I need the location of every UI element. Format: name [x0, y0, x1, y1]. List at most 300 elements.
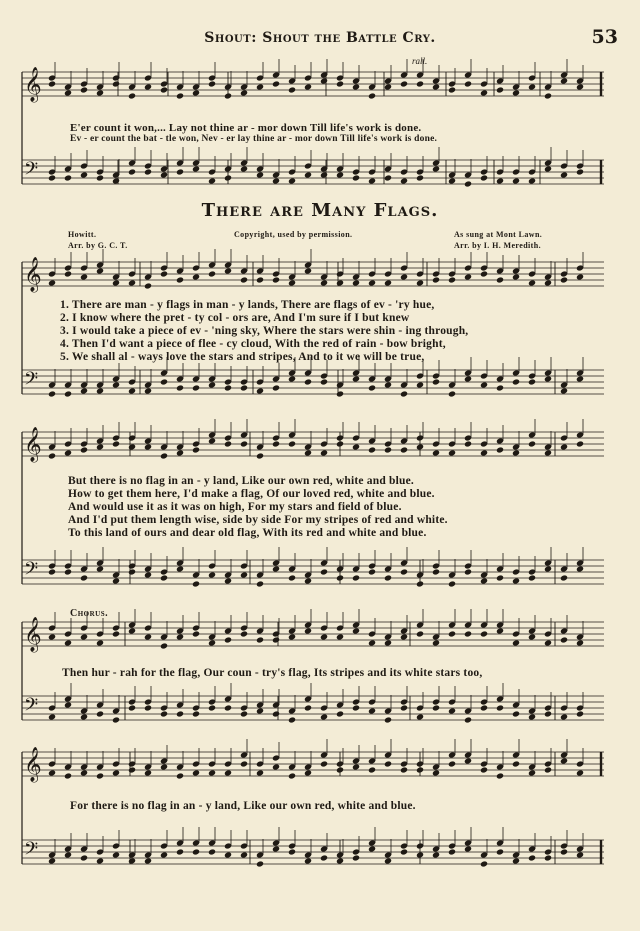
- final-system-treble-note: [96, 772, 104, 779]
- final-system-treble-note: [176, 772, 184, 779]
- prev-system-bass-note: [320, 171, 328, 178]
- prev-system-treble-note: [112, 80, 120, 87]
- final-system-bass-note: [288, 848, 296, 855]
- system-1-bass-note: [48, 390, 56, 397]
- final-system-treble-note: [544, 766, 552, 773]
- final-system-treble-note: [48, 769, 56, 776]
- system-2-treble-note: [576, 440, 584, 447]
- prev-system-bass-note: [48, 174, 56, 181]
- chorus-system-treble-note: [320, 633, 328, 640]
- prev-system-bass-note: [64, 174, 72, 181]
- final-system-bass-note: [448, 848, 456, 855]
- prev-system-bass-note: [512, 177, 520, 184]
- system-1-treble-note: [352, 279, 360, 286]
- final-system-treble-note: [304, 769, 312, 776]
- system-1-bass-note: [576, 375, 584, 382]
- prev-system-treble-note: [176, 92, 184, 99]
- final-system-bass-note: [368, 845, 376, 852]
- system-1-treble-note: [160, 270, 168, 277]
- verse-4-line-2: And I'd put them length wise, side by side For my stripes of red and white.: [68, 514, 448, 526]
- author-credit: Howitt.: [68, 230, 97, 239]
- system-1-bass-note: [416, 381, 424, 388]
- system-1-bass-note: [256, 387, 264, 394]
- chorus-system-bass-note: [144, 704, 152, 711]
- final-system-treble-note: [256, 769, 264, 776]
- prev-system-bass-note: [336, 171, 344, 178]
- system-2-bass-note: [112, 577, 120, 584]
- system-2-treble-clef-icon: 𝄞: [24, 427, 42, 462]
- verse-2-line-1: 2. I know where the pret - ty col - ors are, And I'm sure if I but knew: [60, 312, 410, 324]
- prev-system-treble-note: [208, 80, 216, 87]
- system-2-bass-note: [160, 574, 168, 581]
- final-system-bass-note: [560, 848, 568, 855]
- prev-system-treble-note: [448, 86, 456, 93]
- prev-system-bass-note: [480, 174, 488, 181]
- system-2-treble-note: [128, 443, 136, 450]
- chorus-system-treble-note: [432, 639, 440, 646]
- chorus-system-bass-note: [448, 707, 456, 714]
- chorus-system-bass-note: [528, 713, 536, 720]
- prev-system-bass-note: [448, 177, 456, 184]
- prev-system-treble-note: [64, 89, 72, 96]
- system-1-treble-note: [544, 279, 552, 286]
- system-1-treble-note: [384, 279, 392, 286]
- final-system-treble-note: [320, 760, 328, 767]
- prev-system-bass-note: [80, 171, 88, 178]
- final-system-bass-note: [512, 857, 520, 864]
- final-system-treble-note: [160, 763, 168, 770]
- final-system-bass-note: [416, 851, 424, 858]
- final-system-bass-note: [112, 851, 120, 858]
- system-2-bass-note: [64, 568, 72, 575]
- system-2-bass-note: [512, 577, 520, 584]
- chorus-system-bass-note: [288, 716, 296, 723]
- chorus-system-bass-note: [432, 704, 440, 711]
- prev-system-bass-note: [256, 171, 264, 178]
- prev-system-treble-note: [464, 80, 472, 87]
- tempo-mark-rall: rall.: [412, 56, 428, 66]
- system-2-treble-note: [448, 449, 456, 456]
- system-2-bass-note: [208, 571, 216, 578]
- chorus-system-bass-note: [48, 713, 56, 720]
- verse-4-line-1: 4. Then I'd want a piece of flee - cy cloud, With the red of rain - bow bright,: [60, 338, 446, 350]
- system-1-bass-note: [384, 381, 392, 388]
- system-1-bass-note: [80, 387, 88, 394]
- final-system-bass-note: [128, 857, 136, 864]
- chorus-system-treble-note: [416, 630, 424, 637]
- prev-system-treble-note: [96, 89, 104, 96]
- chorus-system-treble-note: [96, 639, 104, 646]
- system-2-treble-note: [496, 446, 504, 453]
- final-system-bass-note: [400, 848, 408, 855]
- system-2-treble-note: [352, 443, 360, 450]
- system-1-treble-note: [496, 276, 504, 283]
- system-2-treble-note: [80, 446, 88, 453]
- chorus-system-bass-note: [80, 713, 88, 720]
- system-1-treble-note: [576, 273, 584, 280]
- song-title: There are Many Flags.: [201, 200, 439, 221]
- prev-system-bass-note: [432, 165, 440, 172]
- system-1-treble-note: [304, 267, 312, 274]
- final-system-bass-note: [64, 851, 72, 858]
- final-system-treble-note: [432, 769, 440, 776]
- source-arranger-credit: Arr. by I. H. Meredith.: [454, 241, 541, 250]
- system-1-bass-clef-icon: 𝄢: [24, 369, 39, 394]
- final-system-bass-note: [240, 851, 248, 858]
- system-1-treble-note: [144, 282, 152, 289]
- running-title: Shout: Shout the Battle Cry.: [204, 30, 436, 46]
- prev-system-bass-note: [368, 177, 376, 184]
- chorus-system-bass-note: [160, 710, 168, 717]
- system-2-treble-note: [400, 446, 408, 453]
- prev-system-bass-note: [576, 168, 584, 175]
- prev-system-bass-note: [224, 174, 232, 181]
- final-system-treble-note: [336, 766, 344, 773]
- prev-system-bass-clef-icon: 𝄢: [24, 159, 39, 184]
- system-1-bass-note: [336, 390, 344, 397]
- system-2-treble-note: [192, 446, 200, 453]
- chorus-system-bass-note: [208, 704, 216, 711]
- prev-system-bass-note: [384, 174, 392, 181]
- final-system-treble-note: [128, 766, 136, 773]
- system-2-bass-note: [432, 568, 440, 575]
- system-1-treble-note: [464, 273, 472, 280]
- page-number: 53: [591, 26, 618, 48]
- prev-system-bass-note: [144, 168, 152, 175]
- prev-system-bass-note: [304, 171, 312, 178]
- final-system-treble-note: [112, 769, 120, 776]
- chorus-system-bass-note: [128, 704, 136, 711]
- prev-system-bass-note: [112, 177, 120, 184]
- prev-system-treble-note: [256, 83, 264, 90]
- final-system-bass-note: [48, 857, 56, 864]
- chorus-system-bass-note: [304, 704, 312, 711]
- system-1-treble-note: [528, 279, 536, 286]
- chorus-system-bass-note: [576, 710, 584, 717]
- system-2-treble-note: [512, 449, 520, 456]
- system-2-bass-note: [304, 577, 312, 584]
- chorus-system-treble-note: [528, 633, 536, 640]
- prev-system-bass-note: [128, 168, 136, 175]
- system-1-treble-note: [224, 267, 232, 274]
- chorus-system-treble-note: [112, 630, 120, 637]
- final-system-bass-note: [192, 848, 200, 855]
- chorus-system-bass-note: [240, 710, 248, 717]
- prev-system-treble-note: [80, 86, 88, 93]
- prev-system-bass-note: [528, 177, 536, 184]
- prev-system-bass-note: [272, 177, 280, 184]
- system-2-treble-note: [480, 449, 488, 456]
- prev-system-treble-note: [496, 86, 504, 93]
- system-2-treble-note: [560, 443, 568, 450]
- system-1-treble-note: [112, 279, 120, 286]
- system-2-treble-note: [272, 440, 280, 447]
- final-system-treble-note: [144, 769, 152, 776]
- final-system-treble-note: [288, 772, 296, 779]
- final-system-bass-note: [256, 860, 264, 867]
- system-2-bass-note: [176, 565, 184, 572]
- system-1-treble-note: [176, 276, 184, 283]
- chorus-system-treble-note: [560, 636, 568, 643]
- system-2-bass-note: [528, 574, 536, 581]
- system-2-bass-note: [576, 565, 584, 572]
- system-2-bass-note: [80, 574, 88, 581]
- system-1-treble-note: [512, 273, 520, 280]
- system-2-bass-note: [256, 580, 264, 587]
- prev-system-bass-note: [352, 174, 360, 181]
- system-1-bass-note: [320, 378, 328, 385]
- system-1-bass-note: [96, 387, 104, 394]
- system-2-treble-note: [224, 440, 232, 447]
- system-1-treble-note: [128, 279, 136, 286]
- prev-system-bass-note: [208, 177, 216, 184]
- previous-song-lyric-2: Ev - er count the bat - tle won, Nev - er lay thine ar - mor down Till life's work is done.: [70, 134, 438, 144]
- chorus-system-treble-note: [480, 630, 488, 637]
- prev-system-bass-note: [192, 165, 200, 172]
- system-1-bass-note: [464, 375, 472, 382]
- chorus-system-treble-note: [144, 633, 152, 640]
- system-1-treble-note: [64, 270, 72, 277]
- system-2-treble-note: [48, 452, 56, 459]
- final-system-treble-note: [464, 757, 472, 764]
- chorus-system-treble-note: [384, 639, 392, 646]
- prev-system-treble-note: [528, 83, 536, 90]
- chorus-system-treble-note: [224, 636, 232, 643]
- system-2-treble-note: [304, 449, 312, 456]
- system-2-treble-note: [320, 449, 328, 456]
- copyright-notice: Copyright, used by permission.: [234, 230, 353, 239]
- verse-5-line-2: To this land of ours and dear old flag, With its red and white and blue.: [68, 527, 427, 539]
- system-1-bass-note: [64, 390, 72, 397]
- prev-system-treble-note: [416, 80, 424, 87]
- system-2-bass-note: [336, 574, 344, 581]
- final-system-treble-note: [224, 769, 232, 776]
- system-1-treble-note: [416, 279, 424, 286]
- chorus-line-1: Then hur - rah for the flag, Our coun - try's flag, Its stripes and its white stars too,: [62, 667, 483, 679]
- system-2-bass-note: [400, 568, 408, 575]
- system-1-bass-note: [272, 384, 280, 391]
- prev-system-bass-note: [544, 165, 552, 172]
- final-system-treble-note: [272, 763, 280, 770]
- system-2-treble-note: [368, 446, 376, 453]
- system-2-treble-note: [288, 440, 296, 447]
- prev-system-bass-note: [240, 165, 248, 172]
- chorus-system-treble-note: [176, 633, 184, 640]
- chorus-system-bass-note: [480, 704, 488, 711]
- prev-system-bass-note: [416, 174, 424, 181]
- prev-system-bass-note: [560, 171, 568, 178]
- system-1-treble-note: [192, 273, 200, 280]
- chorus-system-bass-note: [368, 707, 376, 714]
- system-1-bass-note: [224, 384, 232, 391]
- chorus-system-treble-note: [544, 639, 552, 646]
- system-2-treble-note: [144, 443, 152, 450]
- chorus-system-treble-note: [192, 630, 200, 637]
- system-2-treble-note: [256, 452, 264, 459]
- system-1-treble-note: [96, 267, 104, 274]
- system-2-treble-note: [160, 452, 168, 459]
- chorus-system-bass-note: [336, 710, 344, 717]
- system-1-bass-note: [352, 375, 360, 382]
- final-system-treble-note: [192, 769, 200, 776]
- final-system-bass-note: [304, 857, 312, 864]
- final-system-bass-note: [160, 851, 168, 858]
- system-2-bass-note: [368, 568, 376, 575]
- prev-system-treble-clef-icon: 𝄞: [24, 67, 42, 102]
- system-2-treble-note: [336, 440, 344, 447]
- final-system-treble-note: [560, 757, 568, 764]
- prev-system-treble-note: [224, 92, 232, 99]
- final-system-treble-note: [448, 760, 456, 767]
- system-2-bass-note: [320, 568, 328, 575]
- prev-system-treble-note: [272, 80, 280, 87]
- system-2-bass-note: [464, 568, 472, 575]
- system-1-treble-note: [208, 270, 216, 277]
- final-system-bass-note: [176, 848, 184, 855]
- system-2-treble-note: [176, 449, 184, 456]
- chorus-system-bass-note: [400, 704, 408, 711]
- prev-system-treble-note: [288, 86, 296, 93]
- system-2-treble-note: [208, 437, 216, 444]
- verse-3-line-1: 3. I would take a piece of ev - 'ning sky, Where the stars were shin - ing through,: [60, 325, 469, 337]
- final-system-bass-note: [464, 845, 472, 852]
- chorus-system-bass-note: [176, 710, 184, 717]
- system-2-bass-note: [496, 574, 504, 581]
- final-system-treble-note: [416, 766, 424, 773]
- final-system-treble-note: [512, 760, 520, 767]
- final-system-treble-note: [480, 766, 488, 773]
- system-1-bass-note: [512, 378, 520, 385]
- system-2-bass-note: [480, 577, 488, 584]
- verse-1-line-2: But there is no flag in an - y land, Like our own red, white and blue.: [68, 475, 414, 487]
- system-1-bass-note: [544, 375, 552, 382]
- system-1-bass-note: [208, 381, 216, 388]
- arranger-credit: Arr. by G. C. T.: [68, 241, 128, 250]
- final-system-treble-note: [64, 772, 72, 779]
- system-2-treble-note: [64, 449, 72, 456]
- source-credit: As sung at Mont Lawn.: [454, 230, 543, 239]
- prev-system-treble-note: [240, 89, 248, 96]
- final-system-bass-note: [528, 854, 536, 861]
- prev-system-treble-note: [192, 89, 200, 96]
- chorus-system-treble-note: [512, 639, 520, 646]
- system-1-bass-note: [128, 387, 136, 394]
- system-1-treble-note: [272, 276, 280, 283]
- final-system-bass-note: [224, 851, 232, 858]
- prev-system-treble-note: [480, 89, 488, 96]
- final-system-bass-note: [320, 854, 328, 861]
- chorus-label: Chorus.: [70, 608, 109, 619]
- prev-system-treble-note: [320, 77, 328, 84]
- system-1-treble-clef-icon: 𝄞: [24, 257, 42, 292]
- prev-system-treble-note: [144, 83, 152, 90]
- prev-system-treble-note: [384, 83, 392, 90]
- system-1-treble-note: [560, 276, 568, 283]
- system-1-treble-note: [336, 279, 344, 286]
- system-2-treble-note: [112, 440, 120, 447]
- prev-system-treble-note: [352, 83, 360, 90]
- prev-system-treble-note: [560, 77, 568, 84]
- system-1-treble-note: [432, 276, 440, 283]
- system-2-bass-note: [224, 577, 232, 584]
- final-system-bass-clef-icon: 𝄢: [24, 839, 39, 864]
- system-1-treble-note: [368, 279, 376, 286]
- system-1-bass-note: [176, 384, 184, 391]
- prev-system-treble-note: [576, 83, 584, 90]
- verse-1-line-1: 1. There are man - y flags in man - y lands, There are flags of ev - 'ry hue,: [60, 299, 435, 311]
- system-2-bass-note: [288, 574, 296, 581]
- chorus-system-treble-note: [288, 633, 296, 640]
- chorus-system-treble-note: [400, 633, 408, 640]
- system-2-treble-note: [464, 440, 472, 447]
- system-2-treble-note: [384, 446, 392, 453]
- chorus-line-2: For there is no flag in an - y land, Like our own red, white and blue.: [70, 800, 416, 812]
- prev-system-bass-note: [400, 177, 408, 184]
- system-1-bass-note: [432, 378, 440, 385]
- prev-system-treble-note: [48, 80, 56, 87]
- chorus-system-treble-note: [128, 627, 136, 634]
- chorus-system-treble-note: [272, 636, 280, 643]
- chorus-system-bass-note: [560, 713, 568, 720]
- final-system-bass-note: [80, 854, 88, 861]
- system-1-treble-note: [256, 276, 264, 283]
- system-2-treble-note: [544, 449, 552, 456]
- chorus-system-treble-note: [352, 627, 360, 634]
- chorus-system-treble-note: [496, 627, 504, 634]
- chorus-system-bass-clef-icon: 𝄢: [24, 695, 39, 720]
- system-1-treble-note: [400, 273, 408, 280]
- system-1-bass-note: [288, 375, 296, 382]
- system-2-bass-note: [416, 580, 424, 587]
- system-1-bass-note: [480, 381, 488, 388]
- final-system-treble-note: [528, 769, 536, 776]
- chorus-system-treble-note: [80, 633, 88, 640]
- system-1-bass-note: [400, 390, 408, 397]
- final-system-bass-note: [336, 857, 344, 864]
- verse-2-line-2: How to get them here, I'd make a flag, Of our loved red, white and blue.: [68, 488, 435, 500]
- system-2-treble-note: [416, 443, 424, 450]
- prev-system-bass-note: [96, 174, 104, 181]
- system-2-treble-note: [528, 440, 536, 447]
- chorus-system-bass-note: [256, 707, 264, 714]
- system-2-bass-note: [560, 574, 568, 581]
- prev-system-treble-note: [400, 80, 408, 87]
- final-system-bass-note: [352, 854, 360, 861]
- final-system-treble-note: [240, 760, 248, 767]
- system-1-treble-note: [320, 279, 328, 286]
- chorus-system-treble-clef-icon: 𝄞: [24, 617, 42, 652]
- system-1-treble-note: [240, 276, 248, 283]
- system-2-bass-note: [384, 574, 392, 581]
- system-2-bass-note: [448, 580, 456, 587]
- chorus-system-treble-note: [256, 636, 264, 643]
- chorus-system-bass-note: [224, 704, 232, 711]
- system-2-bass-note: [240, 571, 248, 578]
- chorus-system-treble-note: [368, 639, 376, 646]
- final-system-bass-note: [96, 857, 104, 864]
- chorus-system-treble-note: [576, 639, 584, 646]
- prev-system-bass-note: [464, 180, 472, 187]
- prev-system-bass-note: [288, 177, 296, 184]
- prev-system-treble-note: [304, 83, 312, 90]
- final-system-treble-note: [80, 769, 88, 776]
- verse-5-line-1: 5. We shall al - ways love the stars and stripes, And to it we will be true,: [60, 351, 425, 363]
- prev-system-bass-note: [160, 171, 168, 178]
- final-system-treble-note: [400, 766, 408, 773]
- system-1-bass-note: [560, 387, 568, 394]
- chorus-system-treble-note: [304, 627, 312, 634]
- final-system-treble-clef-icon: 𝄞: [24, 747, 42, 782]
